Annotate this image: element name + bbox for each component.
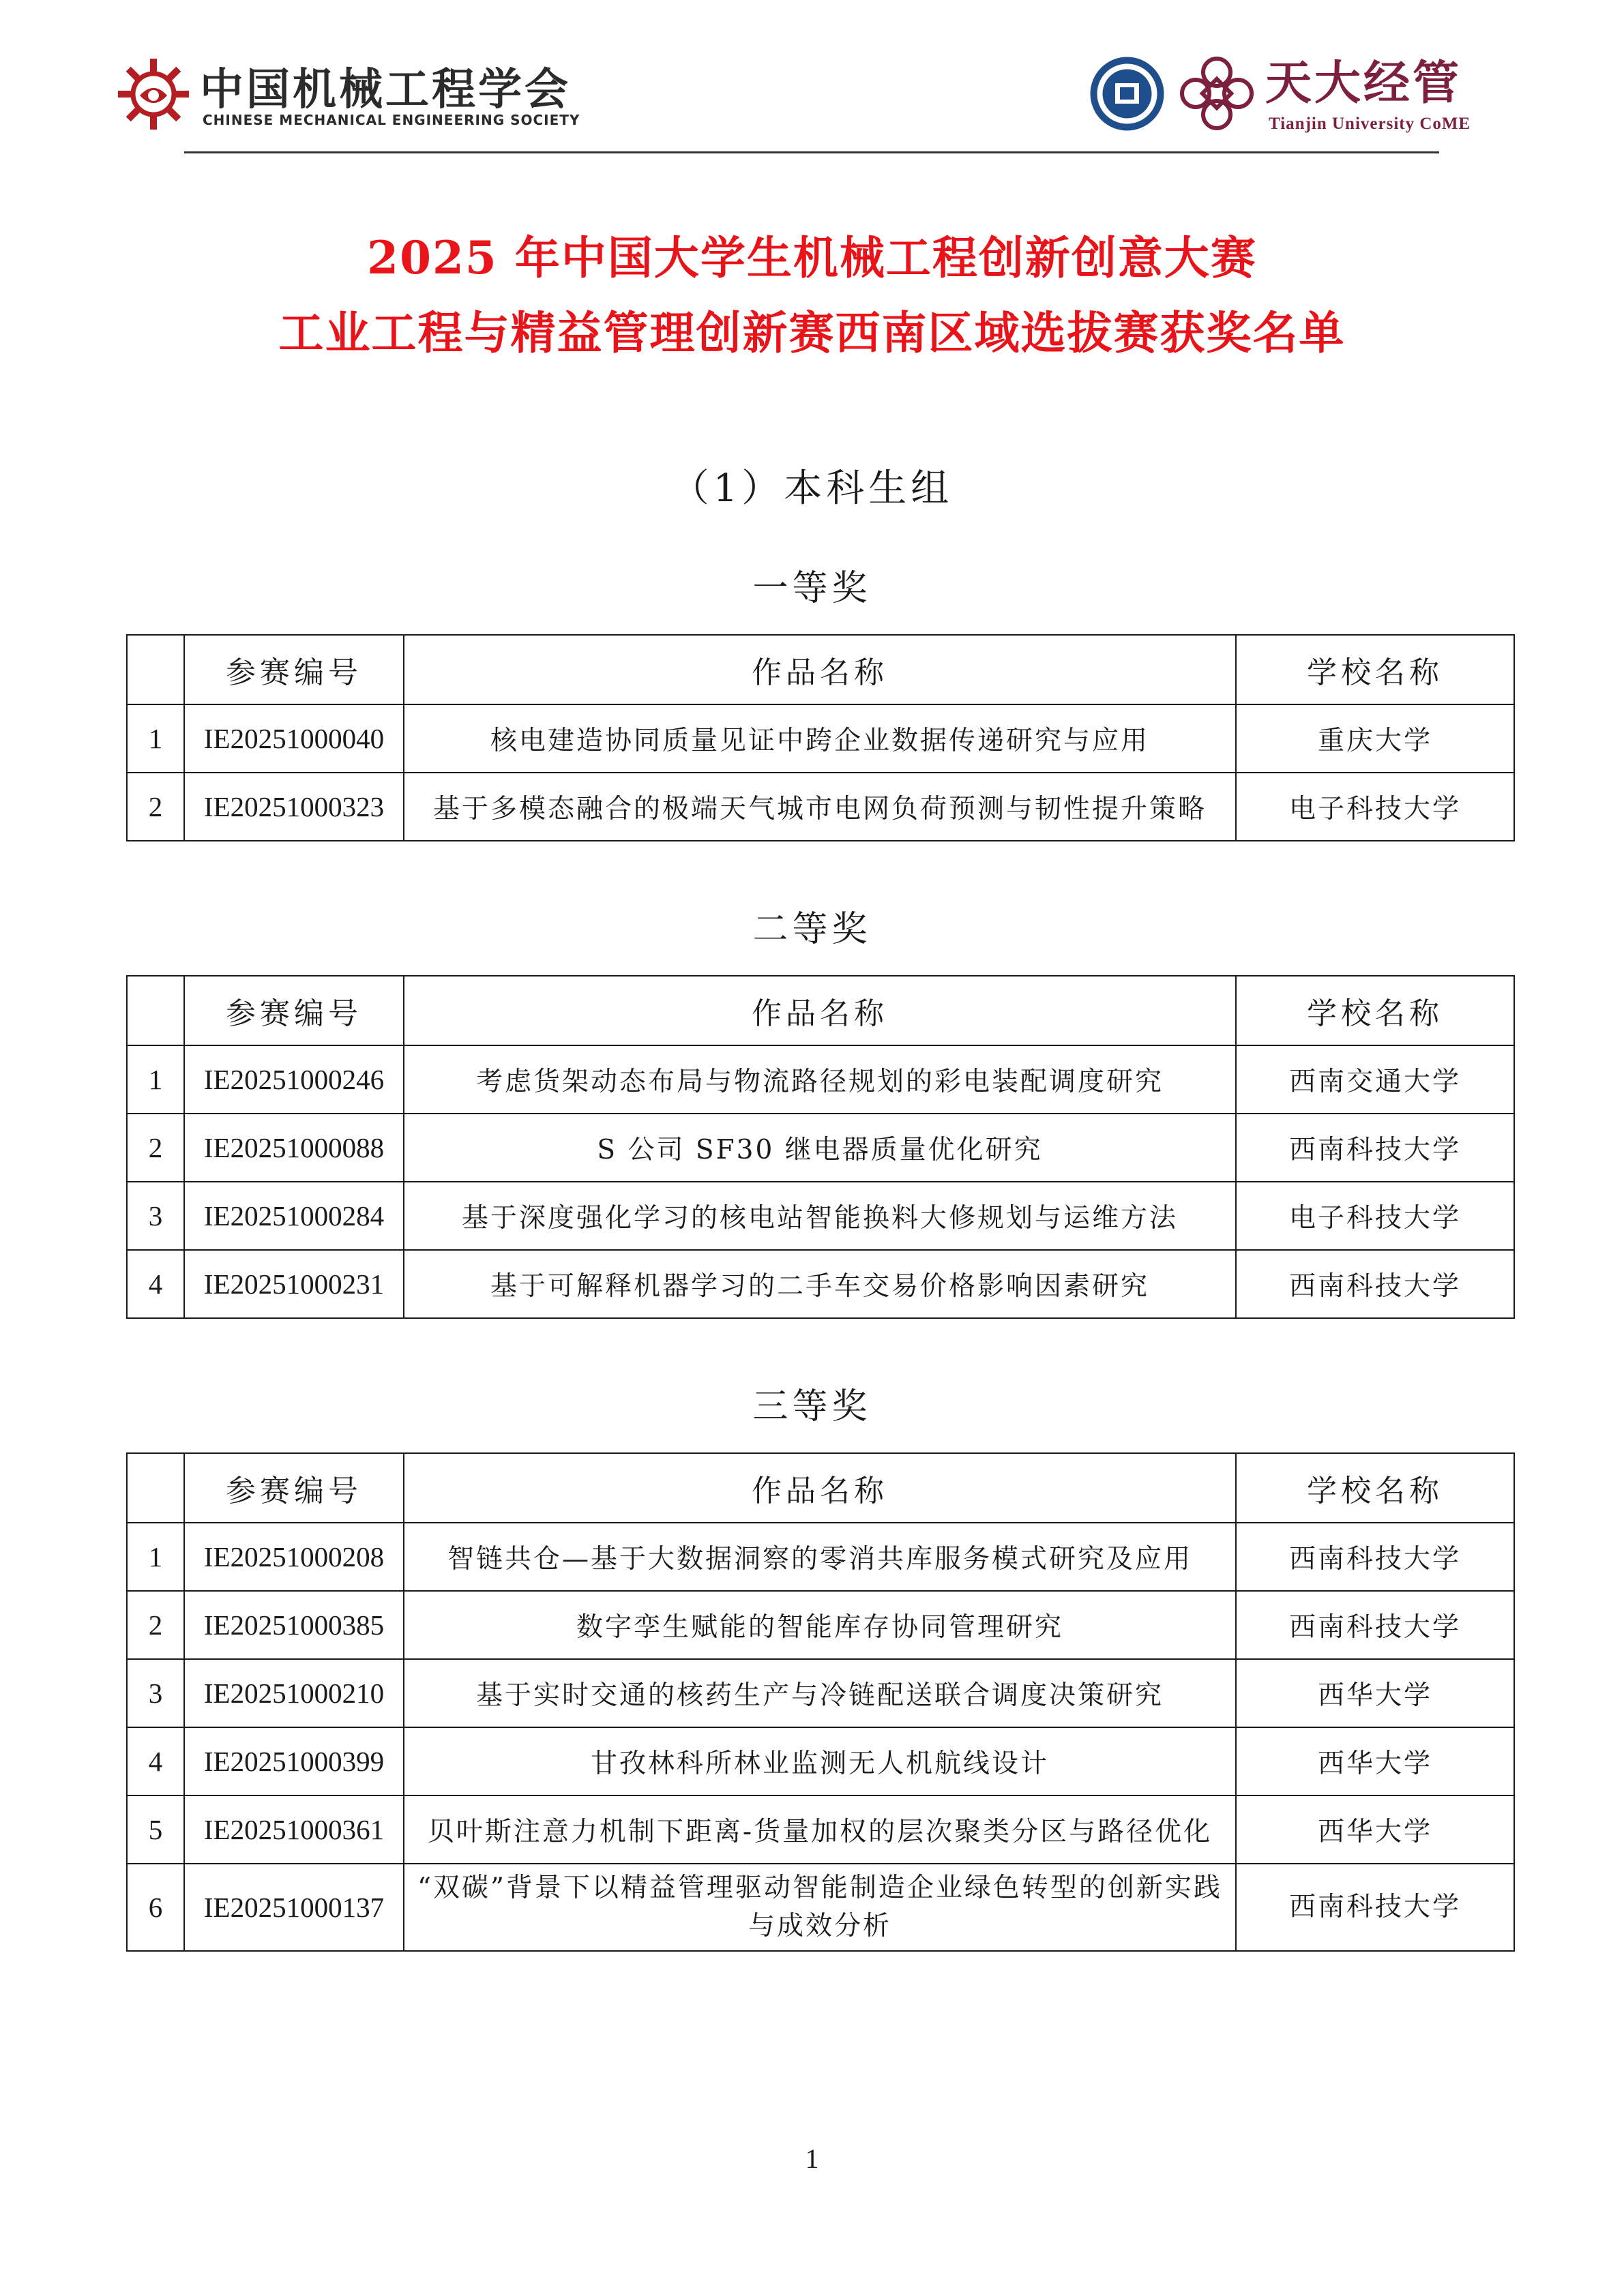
tianjin-university-seal-icon [1088,55,1166,133]
header-cell-num [127,1453,184,1523]
school-name: 西南科技大学 [1236,1250,1514,1318]
entry-id: IE20251000088 [184,1114,404,1182]
table-row [127,1250,1514,1318]
work-title: 数字孪生赋能的智能库存协同管理研究 [404,1591,1236,1659]
row-number: 4 [127,1250,184,1318]
table-row [127,1045,1514,1114]
row-number: 2 [127,773,184,841]
work-title: 核电建造协同质量见证中跨企业数据传递研究与应用 [404,704,1236,773]
header-cell-school: 学校名称 [1236,1453,1514,1523]
header-cell-work: 作品名称 [404,976,1236,1045]
school-name: 重庆大学 [1236,704,1514,773]
work-title: 智链共仓—基于大数据洞察的零消共库服务模式研究及应用 [404,1523,1236,1591]
entry-id: IE20251000137 [184,1864,404,1951]
work-title: 考虑货架动态布局与物流路径规划的彩电装配调度研究 [404,1045,1236,1114]
header-cell-id: 参赛编号 [184,1453,404,1523]
tju-come-name-en: Tianjin University CoME [1269,115,1471,133]
work-title: 基于实时交通的核药生产与冷链配送联合调度决策研究 [404,1659,1236,1727]
entry-id: IE20251000231 [184,1250,404,1318]
entry-id: IE20251000399 [184,1727,404,1795]
school-name: 西华大学 [1236,1727,1514,1795]
work-title: 基于深度强化学习的核电站智能换料大修规划与运维方法 [404,1182,1236,1250]
work-title: “双碳”背景下以精益管理驱动智能制造企业绿色转型的创新实践与成效分析 [404,1864,1236,1951]
header-cell-id: 参赛编号 [184,976,404,1045]
school-name: 电子科技大学 [1236,773,1514,841]
table-row [127,1795,1514,1864]
header-cell-work: 作品名称 [404,1453,1236,1523]
header-cell-school: 学校名称 [1236,635,1514,704]
header-divider [184,151,1439,153]
table-row [127,1523,1514,1591]
tju-come-name-zh: 天大经管 [1265,56,1462,110]
work-title: 基于可解释机器学习的二手车交易价格影响因素研究 [404,1250,1236,1318]
work-title: S 公司 SF30 继电器质量优化研究 [404,1114,1236,1182]
school-name: 西南科技大学 [1236,1591,1514,1659]
first-prize-table [126,634,1515,841]
table-row [127,1727,1514,1795]
table-header-row [127,1453,1514,1523]
row-number: 6 [127,1864,184,1951]
entry-id: IE20251000208 [184,1523,404,1591]
entry-id: IE20251000040 [184,704,404,773]
third-prize-table [126,1452,1515,1952]
entry-id: IE20251000361 [184,1795,404,1864]
row-number: 2 [127,1114,184,1182]
entry-id: IE20251000385 [184,1591,404,1659]
school-name: 西华大学 [1236,1795,1514,1864]
header-cell-num [127,635,184,704]
row-number: 2 [127,1591,184,1659]
page-header [0,0,1624,157]
group-heading: （1）本科生组 [670,466,954,511]
table-row [127,1114,1514,1182]
document-title-line1: 2025 年中国大学生机械工程创新创意大赛 [367,231,1257,284]
school-name: 西南科技大学 [1236,1523,1514,1591]
header-cell-school: 学校名称 [1236,976,1514,1045]
table-row [127,704,1514,773]
row-number: 5 [127,1795,184,1864]
tju-knot-emblem-icon [1177,53,1257,134]
table-row [127,1591,1514,1659]
row-number: 4 [127,1727,184,1795]
prize-heading-second: 二等奖 [752,909,872,950]
school-name: 西南科技大学 [1236,1864,1514,1951]
work-title: 甘孜林科所林业监测无人机航线设计 [404,1727,1236,1795]
table-row [127,1182,1514,1250]
table-row [127,1659,1514,1727]
school-name: 西南交通大学 [1236,1045,1514,1114]
cmes-name-zh: 中国机械工程学会 [200,65,571,115]
table-header-row [127,635,1514,704]
header-cell-work: 作品名称 [404,635,1236,704]
row-number: 1 [127,1523,184,1591]
table-row [127,773,1514,841]
entry-id: IE20251000323 [184,773,404,841]
document-title-line2: 工业工程与精益管理创新赛西南区域选拔赛获奖名单 [278,306,1346,359]
prize-heading-third: 三等奖 [752,1386,872,1427]
table-row [127,1864,1514,1951]
row-number: 1 [127,704,184,773]
table-header-row [127,976,1514,1045]
header-cell-id: 参赛编号 [184,635,404,704]
cmes-gear-emblem-icon [113,53,194,135]
row-number: 3 [127,1659,184,1727]
cmes-logo [113,53,580,142]
school-name: 西南科技大学 [1236,1114,1514,1182]
header-cell-num [127,976,184,1045]
work-title: 基于多模态融合的极端天气城市电网负荷预测与韧性提升策略 [404,773,1236,841]
page-number: 1 [805,2143,819,2174]
work-title: 贝叶斯注意力机制下距离-货量加权的层次聚类分区与路径优化 [404,1795,1236,1864]
school-name: 西华大学 [1236,1659,1514,1727]
entry-id: IE20251000210 [184,1659,404,1727]
entry-id: IE20251000246 [184,1045,404,1114]
second-prize-table [126,975,1515,1319]
row-number: 1 [127,1045,184,1114]
school-name: 电子科技大学 [1236,1182,1514,1250]
prize-heading-first: 一等奖 [752,568,872,609]
cmes-name-en: CHINESE MECHANICAL ENGINEERING SOCIETY [203,112,580,128]
row-number: 3 [127,1182,184,1250]
entry-id: IE20251000284 [184,1182,404,1250]
